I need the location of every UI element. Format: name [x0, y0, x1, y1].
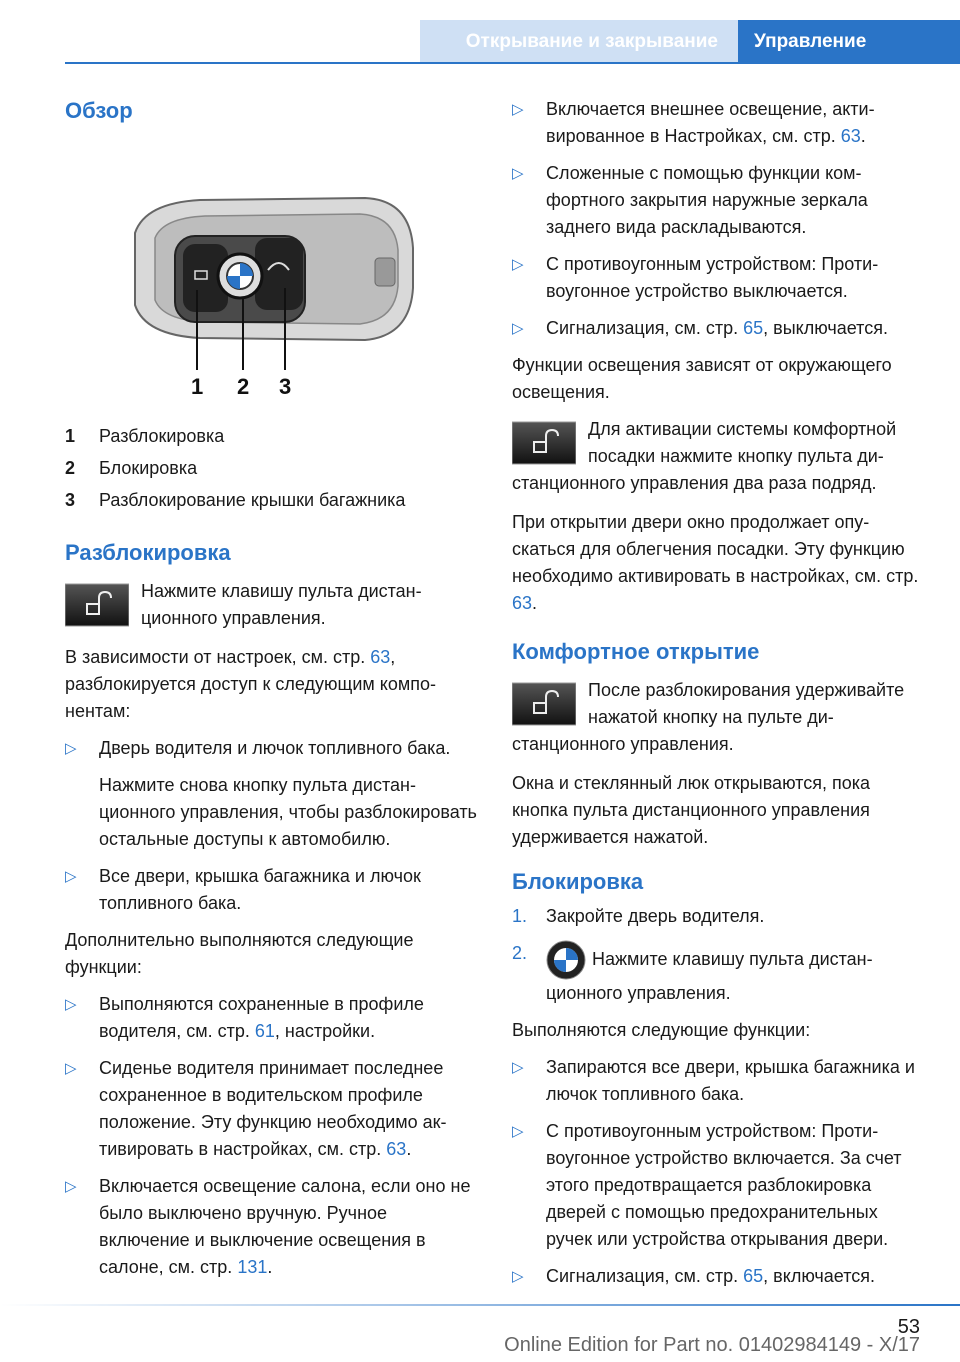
remote-key-illustration — [65, 138, 425, 398]
page-number: 53 — [897, 1316, 920, 1338]
legend-item — [65, 420, 480, 452]
edition-footer: Online Edition for Part no. 01402984149 - X/17 — [504, 1334, 920, 1356]
comfort-open-heading: Комфортное открытие — [512, 639, 760, 664]
legend-number: 1 — [65, 426, 76, 446]
list-item: ▷ Сигнализация, см. стр. 65, включается. — [512, 1263, 922, 1290]
legend-text: Разблокирование крышки багажника — [99, 490, 406, 510]
bullet-icon: ▷ — [65, 996, 77, 1013]
page-link[interactable]: 63 — [512, 593, 533, 613]
legend-item — [65, 452, 480, 484]
left-column — [65, 96, 480, 1291]
comfort-entry-instruction: Для активации системы комфортной посадки нажмите кнопку пульта дистанционного управления два раза подряд. — [512, 419, 897, 493]
list-item: ▷ Все двери, крышка багажника и лючок топливного бака. — [65, 863, 480, 917]
unlock-instruction — [65, 578, 480, 632]
bullet-icon: ▷ — [65, 1178, 77, 1195]
list-item: ▷ Сигнализация, см. стр. 65, выключается. — [512, 315, 922, 342]
page-link[interactable]: 65 — [743, 1266, 764, 1286]
unlock-heading: Разблокировка — [65, 540, 231, 565]
legend-text: Разблокировка — [99, 426, 225, 446]
comfort-open-instruction: После разблокирования удерживайте нажатой кнопку на пульте дистанционного управления. — [512, 680, 905, 754]
step-number: 1. — [512, 906, 528, 926]
list-item: ▷ Включается внешнее освещение, активированное в Настройках, см. стр. 63. — [512, 96, 922, 150]
bmw-logo-icon — [546, 940, 586, 980]
dependency-paragraph: В зависимости от настроек, см. стр. 63, разблокируется доступ к следующим компонентам: — [65, 647, 436, 721]
page-link[interactable]: 63 — [840, 126, 861, 146]
unlock-button-icon — [512, 420, 576, 466]
list-item: ▷ Включается освещение салона, если оно не было выключено вручную. Ручное включение и выключение освещения в салоне, см. стр. 131. — [65, 1173, 480, 1281]
list-item: ▷ Сложенные с помощью функции комфортного закрытия наружные зеркала заднего вида раскладываются. — [512, 160, 922, 241]
light-dependency-text: Функции освещения зависят от окружающего освещения. — [512, 355, 892, 402]
list-item: ▷ Выполняются сохраненные в профиле водителя, см. стр. 61, настройки. — [65, 991, 480, 1045]
list-item: ▷ С противоугонным устройством: Противоугонное устройство включается. За счет этого предотвращается разблокировка дверей с помощью предохранительных ручек или устройства открывания двери. — [512, 1118, 922, 1253]
page-link[interactable]: 131 — [237, 1257, 268, 1277]
header-chapter-title: Управление — [738, 20, 960, 62]
figure-legend — [65, 420, 480, 516]
unlock-button-icon — [512, 681, 576, 727]
unlock-button-icon — [65, 582, 129, 628]
page-link[interactable]: 61 — [254, 1021, 275, 1041]
footer-rule — [0, 1304, 960, 1306]
page-link[interactable]: 63 — [386, 1139, 407, 1159]
bullet-icon: ▷ — [512, 256, 524, 273]
legend-item — [65, 484, 480, 516]
bullet-icon: ▷ — [512, 320, 524, 337]
right-column — [512, 96, 922, 1300]
lock-heading: Блокировка — [512, 869, 644, 894]
bullet-icon: ▷ — [65, 868, 77, 885]
comfort-note: Окна и стеклянный люк открываются, пока кнопка пульта дистанционного управления удерживается нажатой. — [512, 773, 871, 847]
list-item: ▷ Сиденье водителя принимает последнее сохраненное в водительском профиле положение. Эту функцию необходимо активировать в настройках, см. стр. 63. — [65, 1055, 480, 1163]
header-rule — [65, 62, 960, 64]
bullet-icon: ▷ — [512, 1059, 524, 1076]
list-item: ▷ Дверь водителя и лючок топливного бака. — [65, 735, 480, 762]
extra-functions-text: Дополнительно выполняются следующие функции: — [65, 930, 414, 977]
legend-number: 3 — [65, 490, 76, 510]
bullet-icon: ▷ — [512, 101, 524, 118]
list-subtext: Нажмите снова кнопку пульта дистанционного управления, чтобы разблокировать остальные доступы к автомобилю. — [99, 775, 477, 849]
bullet-icon: ▷ — [65, 740, 77, 757]
callout-1: 1 — [191, 374, 204, 398]
lock-functions-text: Выполняются следующие функции: — [512, 1020, 811, 1040]
step-item: 2. Нажмите клавишу пульта дистанционного управления. — [512, 940, 922, 1007]
step-number: 2. — [512, 943, 528, 963]
header-section-title: Открывание и закрывание — [420, 20, 738, 62]
bullet-icon: ▷ — [512, 165, 524, 182]
unlock-intro-text: Нажмите клавишу пульта дистанционного управления. — [141, 581, 422, 628]
legend-number: 2 — [65, 458, 76, 478]
overview-heading: Обзор — [65, 98, 133, 123]
bullet-icon: ▷ — [65, 1060, 77, 1077]
window-paragraph: При открытии двери окно продолжает опускаться для облегчения посадки. Эту функцию необходимо активировать в настройках, см. стр. 63. — [512, 512, 919, 613]
bullet-icon: ▷ — [512, 1123, 524, 1140]
page-link[interactable]: 65 — [743, 318, 764, 338]
list-item: ▷ Запираются все двери, крышка багажника и лючок топливного бака. — [512, 1054, 922, 1108]
legend-text: Блокировка — [99, 458, 198, 478]
callout-2: 2 — [237, 374, 250, 398]
callout-3: 3 — [279, 374, 292, 398]
step-item: 1. Закройте дверь водителя. — [512, 903, 922, 930]
bullet-icon: ▷ — [512, 1268, 524, 1285]
list-item: ▷ С противоугонным устройством: Противоугонное устройство выключается. — [512, 251, 922, 305]
page-link[interactable]: 63 — [370, 647, 391, 667]
